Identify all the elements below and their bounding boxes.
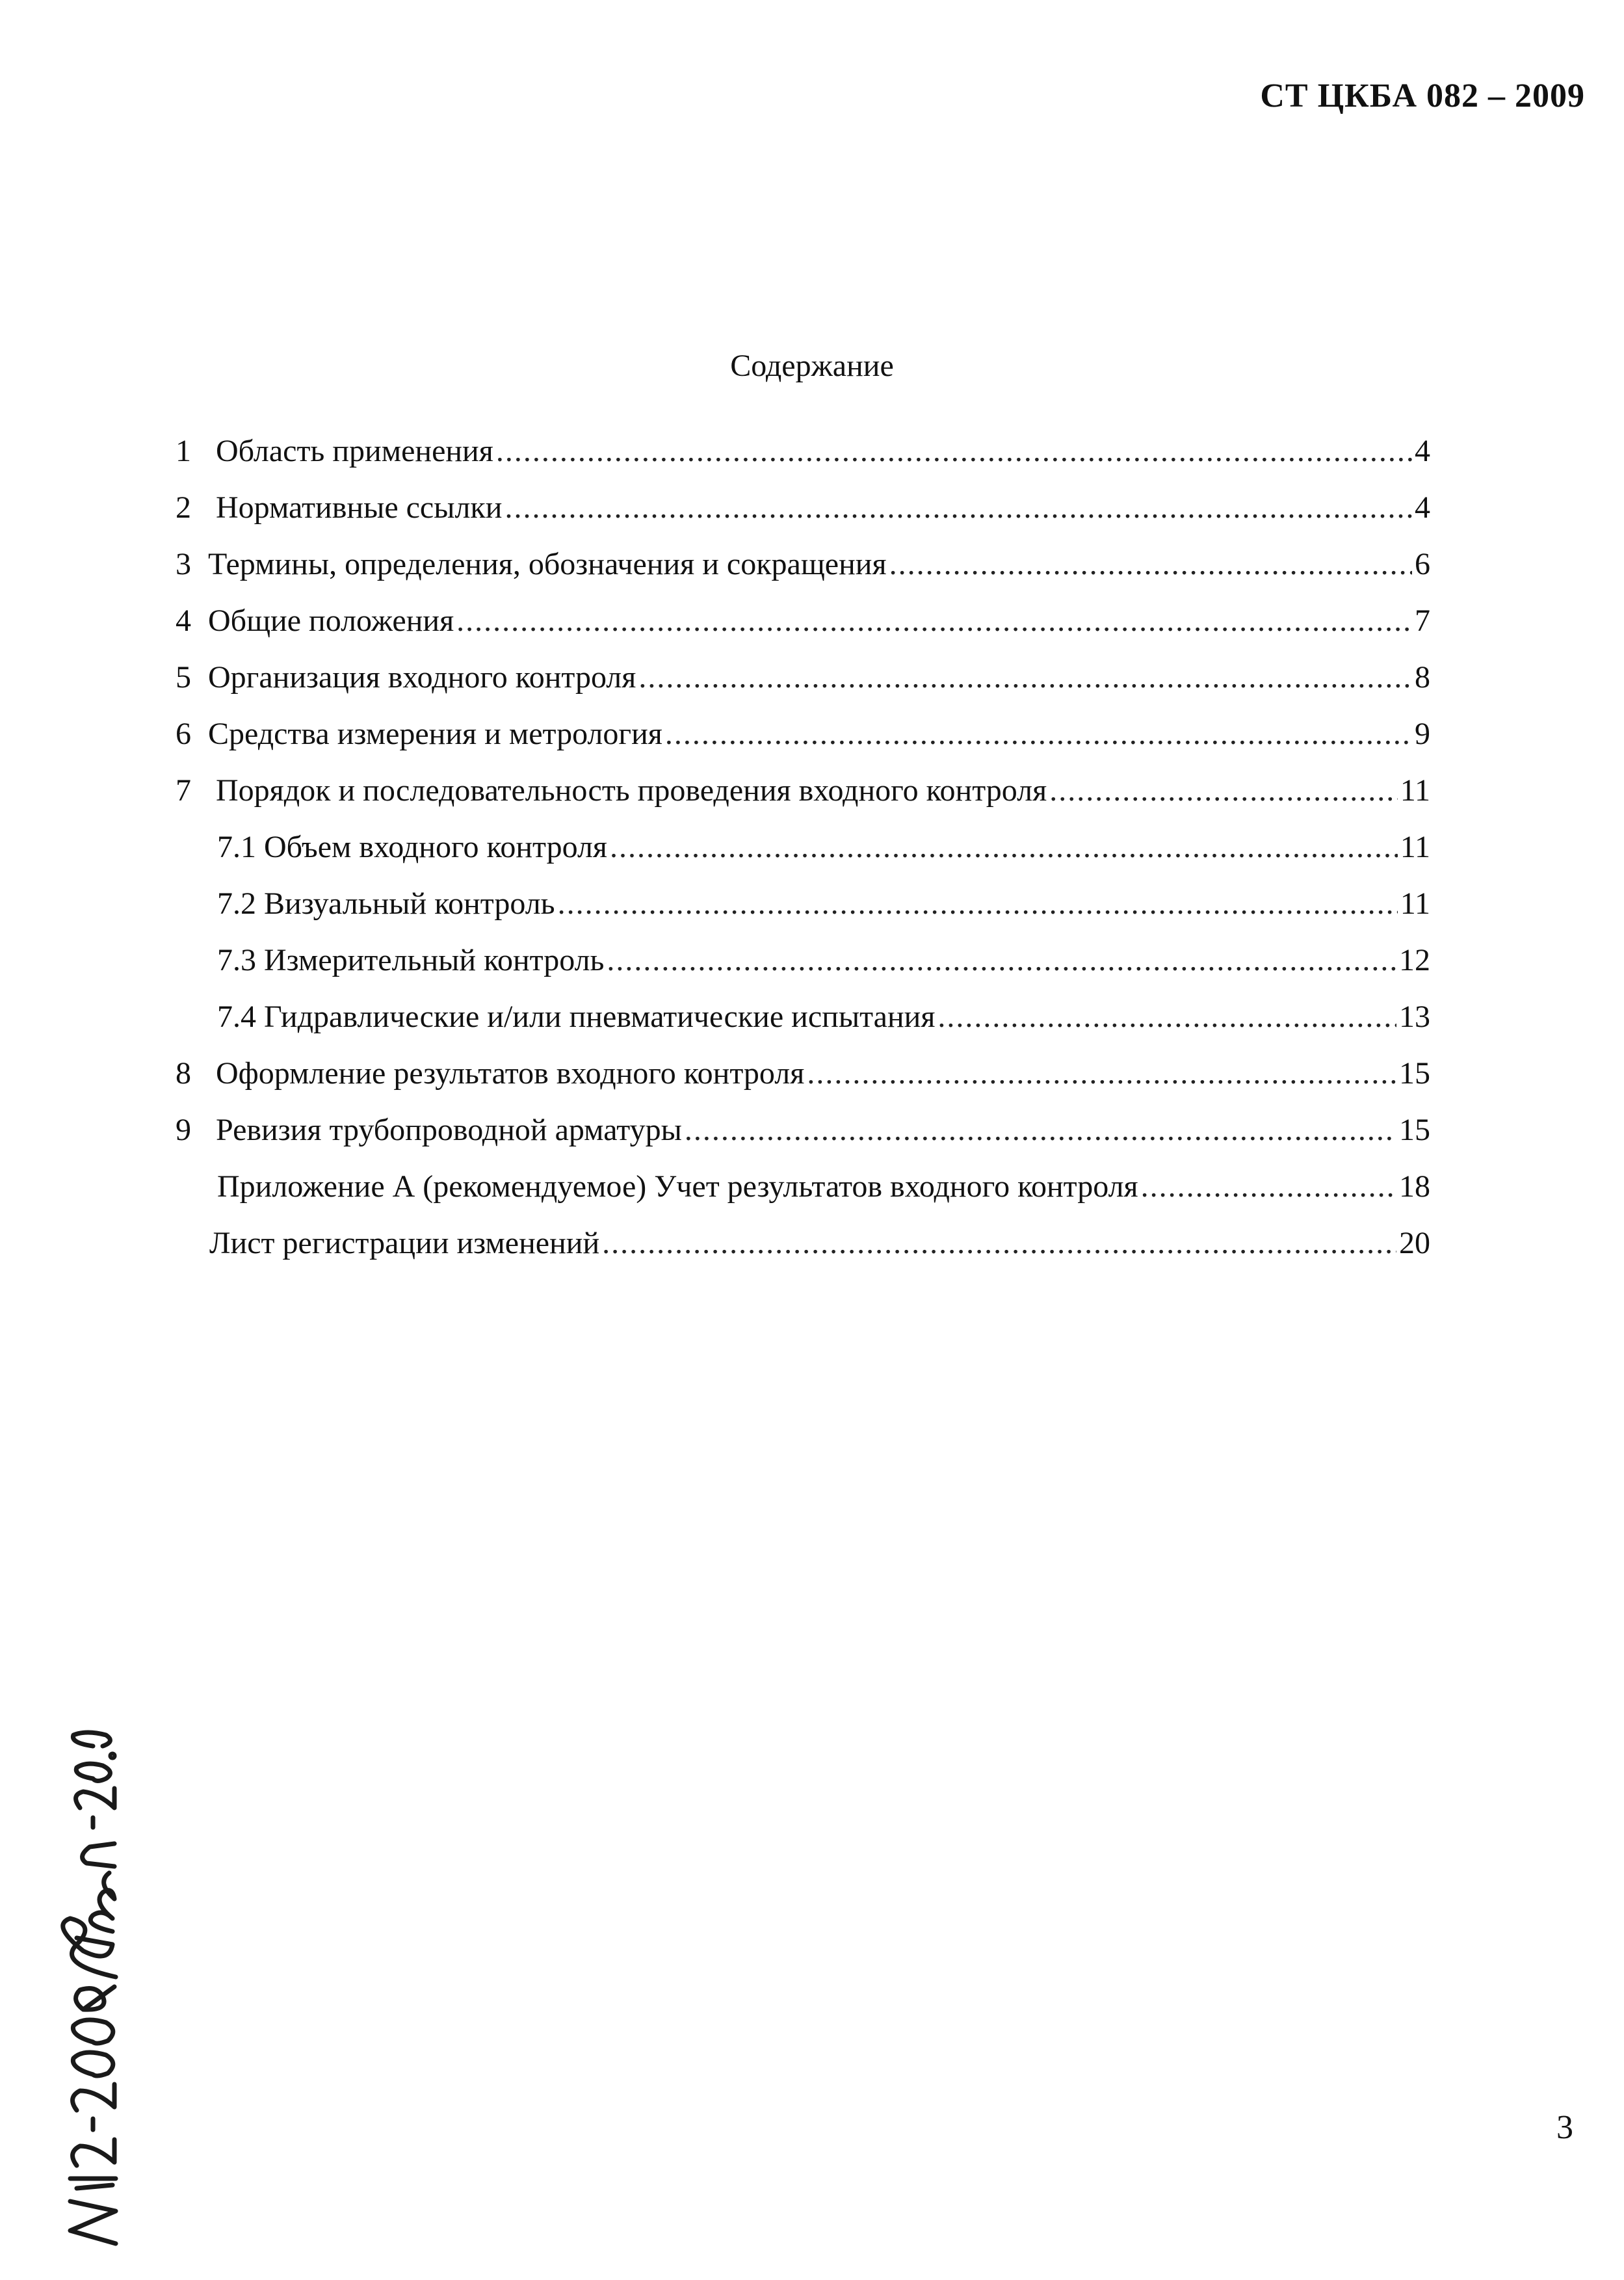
toc-entry — [176, 1158, 1430, 1215]
toc-entry-label: 7.4 Гидравлические и/или пневматические испытания — [217, 1000, 936, 1034]
toc-entry-label: Приложение А (рекомендуемое) Учет результатов входного контроля — [217, 1169, 1138, 1204]
toc-entry-number: 5 — [176, 660, 191, 695]
toc-entry-number: 4 — [176, 603, 191, 638]
toc-entry-label: Оформление результатов входного контроля — [216, 1056, 805, 1091]
toc-entry — [176, 819, 1430, 875]
toc-entry-page: 4 — [1415, 434, 1430, 468]
toc-entry — [176, 988, 1430, 1045]
toc-leader-dots — [807, 1045, 1396, 1102]
toc-leader-dots — [496, 423, 1412, 479]
toc-leader-dots — [665, 706, 1412, 762]
toc-leader-dots — [1141, 1158, 1396, 1215]
toc-entry — [176, 1215, 1430, 1271]
toc-entry-page: 20 — [1399, 1226, 1430, 1260]
toc-leader-dots — [638, 649, 1412, 706]
toc-title: Содержание — [730, 349, 894, 383]
toc-entry-page: 12 — [1399, 943, 1430, 977]
toc-entry — [176, 1102, 1430, 1158]
toc-entry-page: 4 — [1415, 490, 1430, 525]
toc-entry — [176, 423, 1430, 479]
toc-entry-label: Общие положения — [208, 603, 454, 638]
toc-entry-number: 8 — [176, 1056, 191, 1091]
toc-entry-label: Область применения — [216, 434, 493, 468]
toc-leader-dots — [685, 1102, 1396, 1158]
toc-leader-dots — [456, 592, 1412, 649]
toc-entry-label: 7.3 Измерительный контроль — [217, 943, 605, 977]
toc-leader-dots — [607, 932, 1396, 988]
toc-entry-page: 15 — [1399, 1113, 1430, 1147]
handwritten-signature — [31, 1730, 142, 2250]
toc-entry-number: 6 — [176, 717, 191, 751]
toc-entry — [176, 1045, 1430, 1102]
toc-entry-label: Ревизия трубопроводной арматуры — [216, 1113, 682, 1147]
toc-entry-number: 7 — [176, 773, 191, 808]
toc-leader-dots — [937, 988, 1396, 1045]
toc-entry-page: 11 — [1400, 886, 1430, 921]
toc-leader-dots — [602, 1215, 1396, 1271]
toc-entry-page: 7 — [1415, 603, 1430, 638]
toc-entry — [176, 592, 1430, 649]
toc-leader-dots — [558, 875, 1398, 932]
toc-entry-label: Нормативные ссылки — [216, 490, 503, 525]
toc-entry-label: Организация входного контроля — [208, 660, 636, 695]
toc-entry-label: 7.1 Объем входного контроля — [217, 830, 607, 864]
page-number: 3 — [1556, 2109, 1573, 2146]
toc-entry-label: 7.2 Визуальный контроль — [217, 886, 555, 921]
toc-entry-number: 3 — [176, 547, 191, 581]
toc-entry-label: Порядок и последовательность проведения входного контроля — [216, 773, 1047, 808]
toc-entry-number: 2 — [176, 490, 191, 525]
toc-leader-dots — [504, 479, 1412, 536]
toc-leader-dots — [610, 819, 1398, 875]
toc-entry-page: 11 — [1400, 773, 1430, 808]
toc-entry — [176, 536, 1430, 592]
toc-entry — [176, 762, 1430, 819]
toc-entry-label: Средства измерения и метрология — [208, 717, 662, 751]
toc-entry-number: 1 — [176, 434, 191, 468]
table-of-contents — [176, 423, 1430, 1271]
toc-leader-dots — [889, 536, 1412, 592]
toc-entry-page: 13 — [1399, 1000, 1430, 1034]
toc-entry — [176, 706, 1430, 762]
document-code: СТ ЦКБА 082 – 2009 — [1260, 77, 1585, 114]
toc-entry-page: 18 — [1399, 1169, 1430, 1204]
toc-entry-page: 8 — [1415, 660, 1430, 695]
toc-entry-page: 15 — [1399, 1056, 1430, 1091]
toc-entry-page: 6 — [1415, 547, 1430, 581]
toc-entry — [176, 479, 1430, 536]
toc-entry-label: Лист регистрации изменений — [209, 1226, 600, 1260]
toc-entry — [176, 932, 1430, 988]
toc-entry-page: 9 — [1415, 717, 1430, 751]
toc-entry-page: 11 — [1400, 830, 1430, 864]
toc-entry-label: Термины, определения, обозначения и сокращения — [208, 547, 887, 581]
toc-entry — [176, 875, 1430, 932]
toc-leader-dots — [1049, 762, 1398, 819]
toc-entry — [176, 649, 1430, 706]
toc-entry-number: 9 — [176, 1113, 191, 1147]
